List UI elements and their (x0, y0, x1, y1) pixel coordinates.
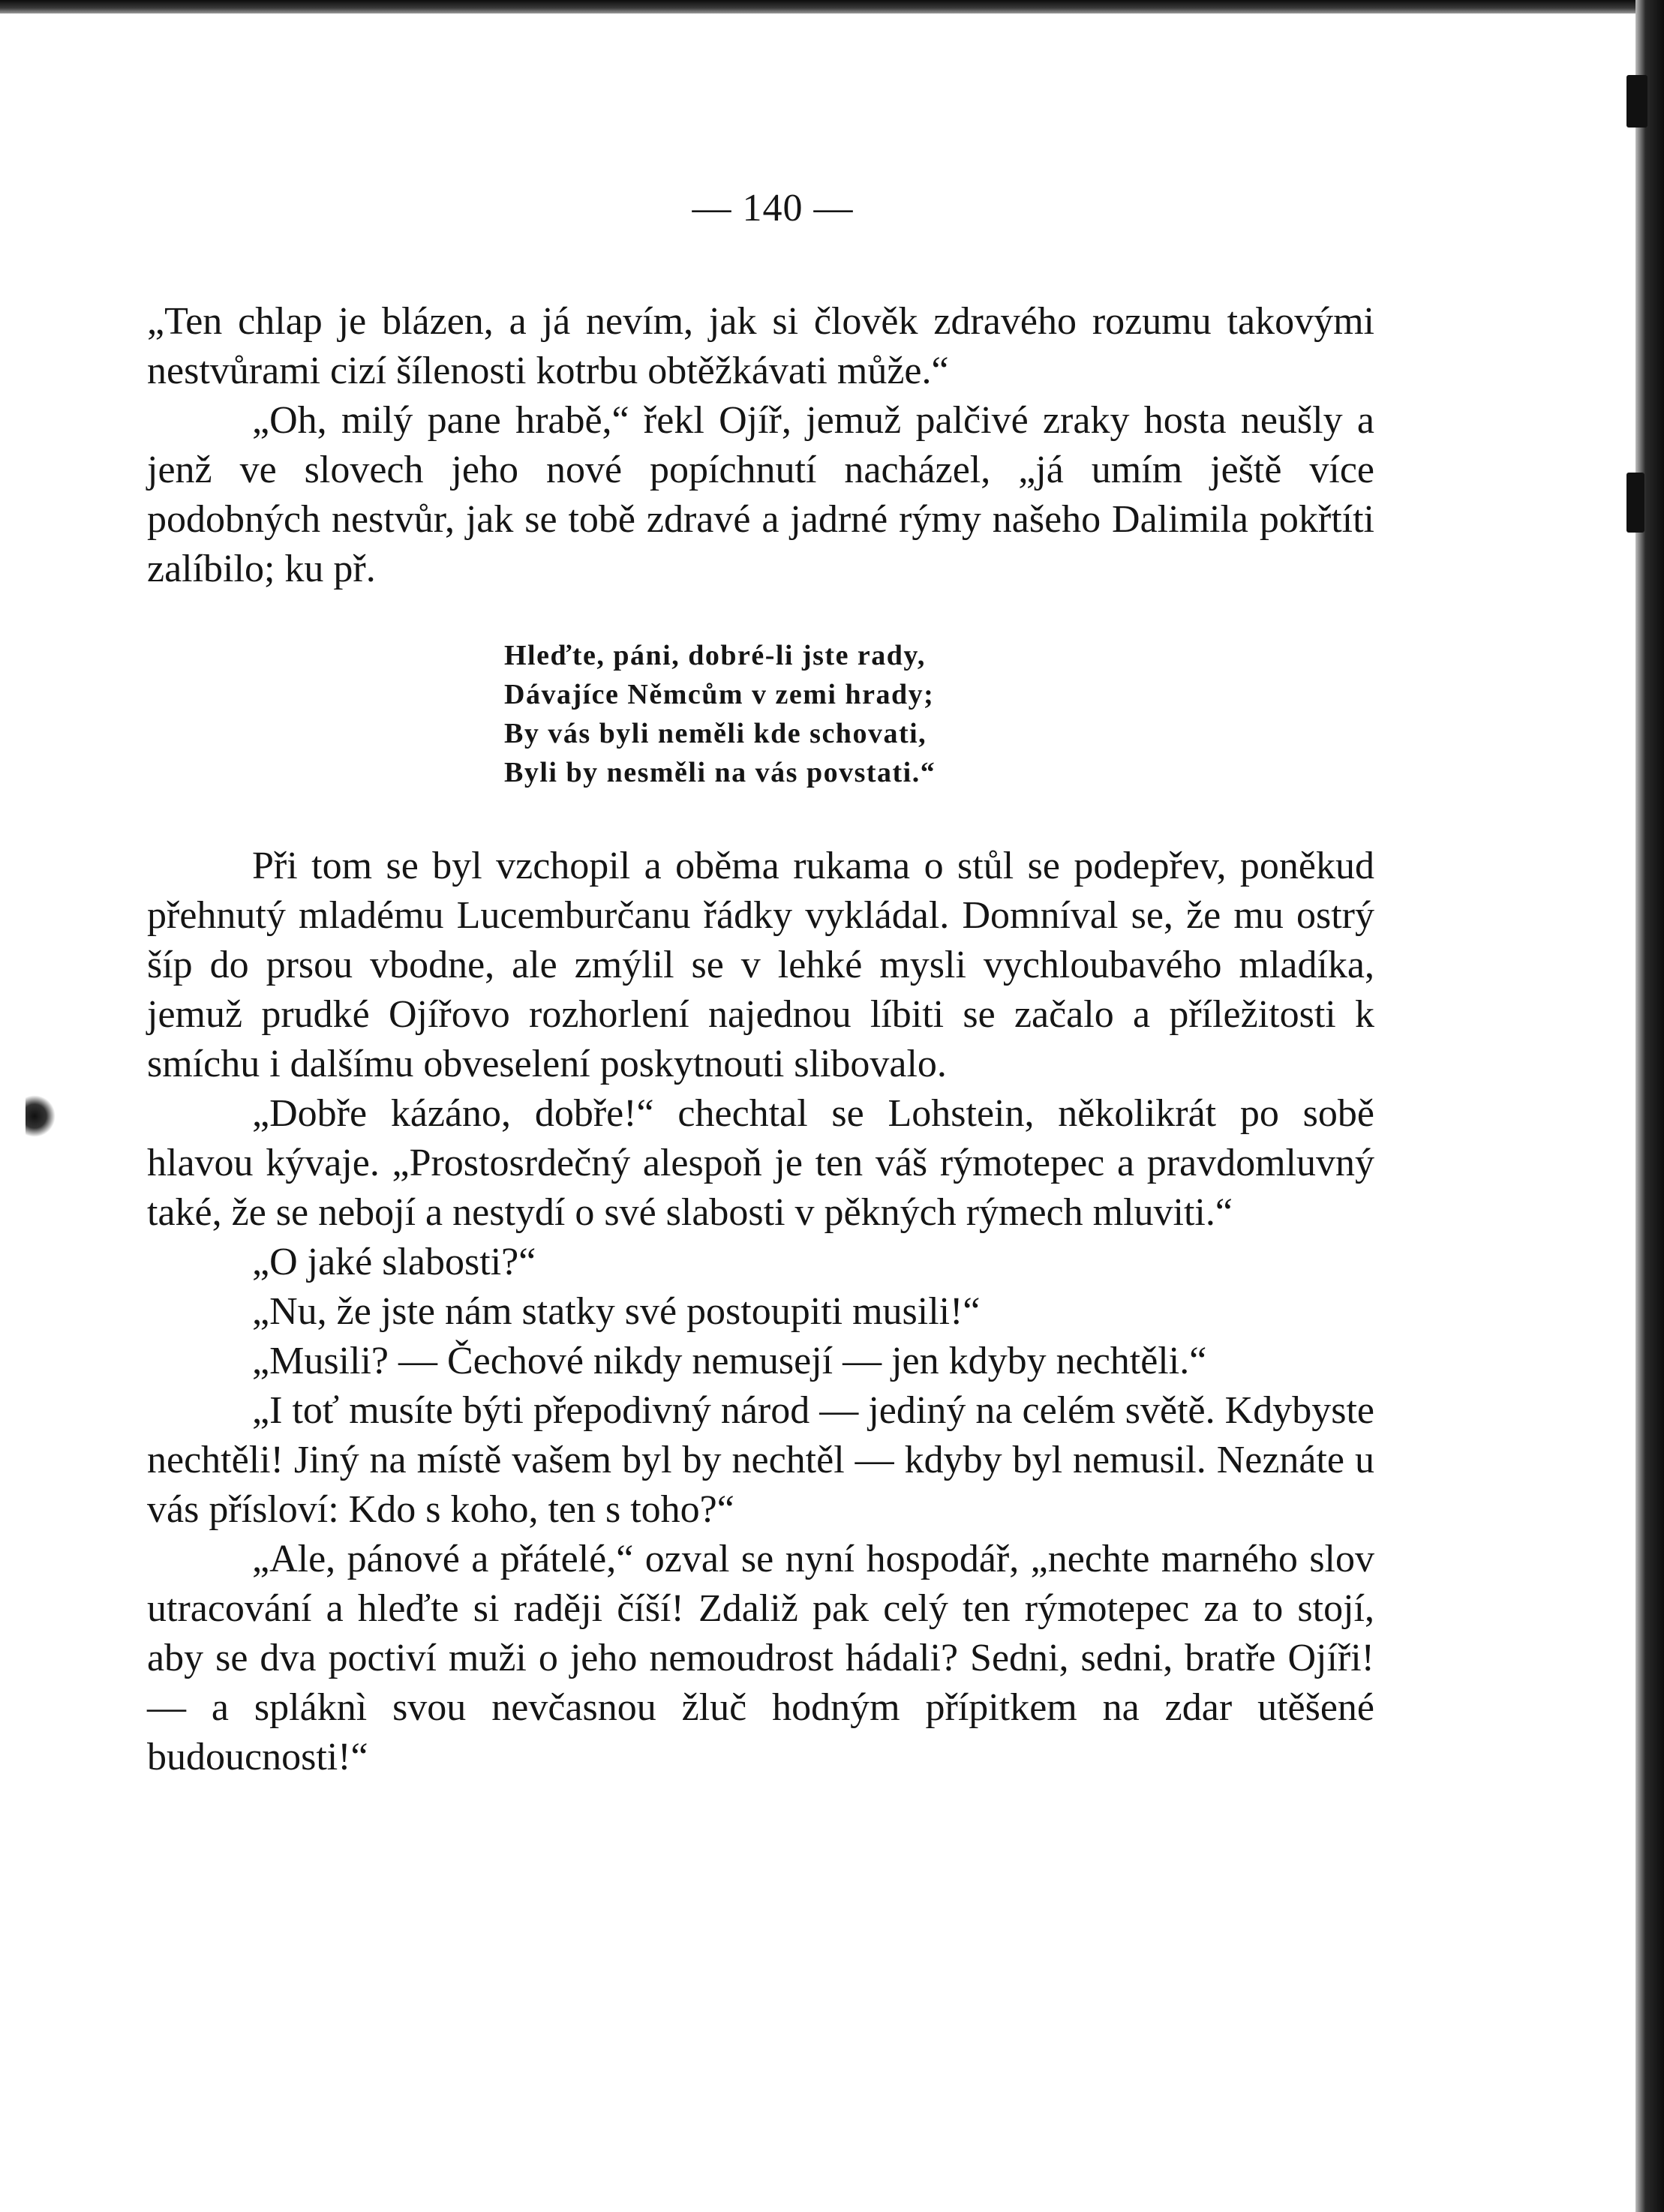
scan-top-edge (0, 0, 1664, 14)
text-block-bottom (147, 842, 1374, 1782)
scan-right-edge (1635, 0, 1664, 2212)
poem-line: Byli by nesměli na vás povstati.“ (504, 757, 936, 788)
scan-edge-mark (1626, 473, 1644, 533)
scan-margin-mark (26, 1095, 56, 1137)
paragraph: Při tom se byl vzchopil a oběma rukama o stůl se podepřev, poněkud přehnutý mladému Lucemburčanu řádky vykládal. Domníval se, že mu ostrý šíp do prsou vbodne, ale zmýlil se v lehké mysli vychloubavého mladíka, jemuž prudké Ojířovo rozhorlení najednou líbiti se začalo a příležitosti k smíchu i dalšímu obveselení poskytnouti slibovalo. (147, 845, 1374, 1085)
paragraph: „Dobře kázáno, dobře!“ chechtal se Lohstein, několikrát po sobě hlavou kývaje. „Prostosrdečný alespoň je ten váš rýmotepec a pravdomluvný také, že se nebojí a nestydí o své slabosti v pěkných rýmech mluviti.“ (147, 1092, 1374, 1234)
poem-line: By vás byli neměli kde schovati, (504, 718, 927, 749)
paragraph: „Ale, pánové a přátelé,“ ozval se nyní hospodář, „nechte marného slov utracování a hleďte si raději číší! Zdaliž pak celý ten rýmotepec za to stojí, aby se dva poctiví muži o jeho nemoudrost hádali? Sedni, sedni, bratře Ojíři! — a spláknì svou nevčasnou žluč hodným přípitkem na zdar utěšené budoucnosti!“ (147, 1538, 1374, 1778)
poem-line: Hleďte, páni, dobré-li jste rady, (504, 640, 926, 671)
text-block-top (147, 297, 1374, 594)
paragraph: „O jaké slabosti?“ (252, 1241, 536, 1283)
paragraph: „Oh, milý pane hrabě,“ řekl Ojíř, jemuž palčivé zraky hosta neušly a jenž ve slovech jeho nové popíchnutí nacházel, „já umím ještě více podobných nestvůr, jak se tobě zdravé a jadrné rýmy našeho Dalimila pokřtíti zalíbilo; ku př. (147, 399, 1374, 590)
paragraph: „I toť musíte býti přepodivný národ — jediný na celém světě. Kdybyste nechtěli! Jiný na místě vašem byl by nechtěl — kdyby byl nemusil. Neznáte u vás přísloví: Kdo s koho, ten s toho?“ (147, 1389, 1374, 1531)
paragraph: „Musili? — Čechové nikdy nemusejí — jen kdyby nechtěli.“ (252, 1340, 1207, 1382)
scan-edge-mark (1626, 75, 1647, 128)
paragraph: „Ten chlap je blázen, a já nevím, jak si člověk zdravého rozumu takovými nestvůrami cizí šílenosti kotrbu obtěžkávati může.“ (147, 300, 1374, 392)
page-number: — 140 — (692, 187, 854, 230)
poem-line: Dávajíce Němcům v zemi hrady; (504, 679, 935, 710)
poem-quote (504, 636, 1119, 792)
paragraph: „Nu, že jste nám statky své postoupiti musili!“ (252, 1290, 981, 1333)
